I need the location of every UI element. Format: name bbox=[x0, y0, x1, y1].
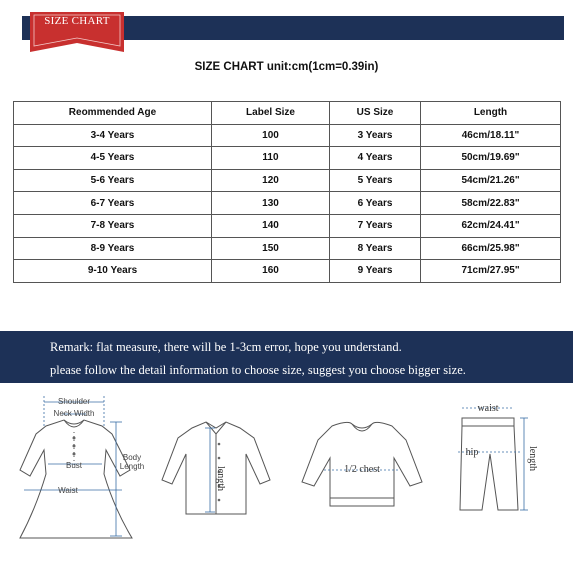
header-us-size: US Size bbox=[330, 102, 421, 125]
pants-waist-label: waist bbox=[477, 403, 499, 414]
cell-label-size: 100 bbox=[212, 124, 330, 147]
dress-length-label: Length bbox=[119, 462, 145, 471]
cell-age: 4-5 Years bbox=[14, 147, 212, 170]
cell-length: 71cm/27.95" bbox=[421, 260, 561, 283]
pants-diagram bbox=[440, 388, 568, 568]
sweater-diagram bbox=[296, 388, 426, 568]
cell-us-size: 5 Years bbox=[330, 169, 421, 192]
cell-age: 6-7 Years bbox=[14, 192, 212, 215]
table-row bbox=[14, 214, 561, 237]
cell-label-size: 150 bbox=[212, 237, 330, 260]
table-row bbox=[14, 192, 561, 215]
size-table bbox=[13, 101, 561, 283]
pants-length-label: length bbox=[527, 446, 538, 471]
remark-line-1: Remark: flat measure, there will be 1-3cm error, hope you understand. bbox=[50, 340, 402, 354]
pants-hip-label: hip bbox=[465, 447, 479, 458]
table-row bbox=[14, 124, 561, 147]
cell-label-size: 110 bbox=[212, 147, 330, 170]
cell-length: 50cm/19.69" bbox=[421, 147, 561, 170]
chart-title: SIZE CHART unit:cm(1cm=0.39in) bbox=[194, 61, 379, 73]
cell-us-size: 8 Years bbox=[330, 237, 421, 260]
cell-age: 9-10 Years bbox=[14, 260, 212, 283]
cell-length: 46cm/18.11" bbox=[421, 124, 561, 147]
cell-label-size: 120 bbox=[212, 169, 330, 192]
cell-age: 8-9 Years bbox=[14, 237, 212, 260]
header-length: Length bbox=[421, 102, 561, 125]
header-age: Reommended Age bbox=[14, 102, 212, 125]
cell-age: 5-6 Years bbox=[14, 169, 212, 192]
table-header-row bbox=[14, 102, 561, 125]
dress-waist-label: Waist bbox=[58, 486, 78, 495]
table-row bbox=[14, 260, 561, 283]
table-row bbox=[14, 147, 561, 170]
table-row bbox=[14, 169, 561, 192]
shirt-length-label: length bbox=[215, 466, 226, 491]
dress-diagram bbox=[4, 388, 154, 568]
cell-age: 3-4 Years bbox=[14, 124, 212, 147]
cell-us-size: 6 Years bbox=[330, 192, 421, 215]
dress-shoulder-label: Shoulder bbox=[57, 397, 91, 406]
size-chart-label: SIZE CHART bbox=[44, 15, 110, 27]
remark-line-2: please follow the detail information to choose size, suggest you choose bigger size. bbox=[50, 363, 466, 377]
table-row bbox=[14, 237, 561, 260]
cell-us-size: 4 Years bbox=[330, 147, 421, 170]
cell-label-size: 140 bbox=[212, 214, 330, 237]
cell-length: 62cm/24.41" bbox=[421, 214, 561, 237]
cell-us-size: 9 Years bbox=[330, 260, 421, 283]
cell-label-size: 130 bbox=[212, 192, 330, 215]
cell-us-size: 7 Years bbox=[330, 214, 421, 237]
cell-length: 54cm/21.26" bbox=[421, 169, 561, 192]
cell-us-size: 3 Years bbox=[330, 124, 421, 147]
dress-body-label: Body bbox=[122, 453, 142, 462]
dress-bust-label: Bust bbox=[65, 461, 83, 470]
header-label-size: Label Size bbox=[212, 102, 330, 125]
cell-label-size: 160 bbox=[212, 260, 330, 283]
sweater-chest-label: 1/2 chest bbox=[344, 464, 380, 475]
shirt-diagram bbox=[158, 388, 274, 568]
dress-neck-width-label: Neck Width bbox=[53, 409, 95, 418]
cell-length: 66cm/25.98" bbox=[421, 237, 561, 260]
cell-length: 58cm/22.83" bbox=[421, 192, 561, 215]
cell-age: 7-8 Years bbox=[14, 214, 212, 237]
